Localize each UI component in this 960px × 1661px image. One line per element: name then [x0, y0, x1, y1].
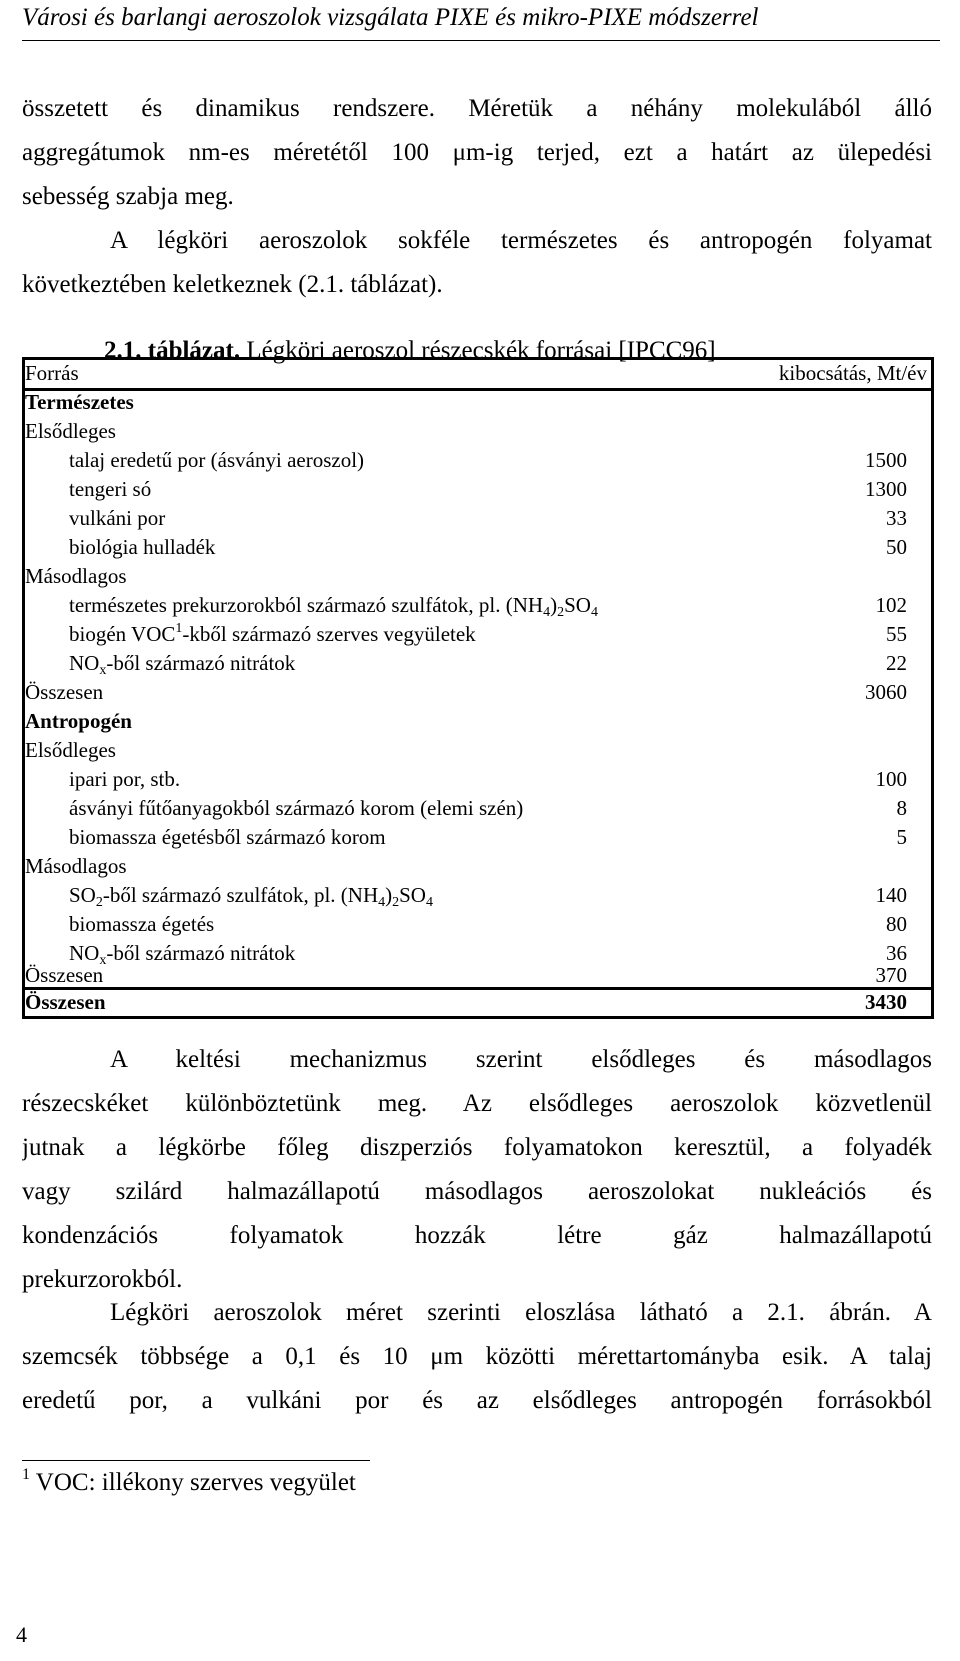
- text-line: eredetű por, a vulkáni por és az elsődleges antropogén forrásokból: [22, 1387, 932, 1414]
- label-part: biogén VOC: [69, 622, 176, 646]
- text-line: vagy szilárd halmazállapotú másodlagos aeroszolokat nukleációs és: [22, 1178, 932, 1205]
- table-row: [25, 419, 931, 448]
- table-row: [25, 738, 931, 767]
- table-row: [25, 651, 931, 680]
- subscript: 2: [557, 605, 565, 620]
- row-label: ásványi fűtőanyagokból származó korom (elemi szén): [69, 796, 524, 820]
- row-label: biomassza égetésből származó korom: [69, 825, 386, 849]
- table-row: [25, 709, 931, 738]
- row-label: [69, 883, 433, 908]
- table-caption-label: 2.1. táblázat.: [104, 337, 241, 364]
- footnote-number: 1: [22, 1466, 30, 1483]
- row-value: 80: [886, 912, 907, 936]
- text-line: aggregátumok nm-es méretétől 100 μm-ig terjed, ezt a határt az ülepedési: [22, 139, 932, 166]
- row-label: [69, 622, 476, 647]
- subscript: 2: [392, 895, 400, 910]
- text-line: A keltési mechanizmus szerint elsődleges és másodlagos: [110, 1046, 932, 1073]
- subscript: 4: [378, 895, 386, 910]
- row-label: Összesen: [25, 990, 106, 1014]
- row-label: Összesen: [25, 680, 104, 704]
- text-line: kondenzációs folyamatok hozzák létre gáz halmazállapotú: [22, 1222, 932, 1249]
- label-part: NO: [69, 651, 100, 675]
- table-row: [25, 477, 931, 506]
- row-label: tengeri só: [69, 477, 152, 501]
- header-source: Forrás: [25, 361, 79, 385]
- subscript: 2: [95, 895, 103, 910]
- label-part: -ből származó nitrátok: [106, 941, 296, 965]
- row-value: 8: [896, 796, 907, 820]
- row-label: vulkáni por: [69, 506, 166, 530]
- running-header: Városi és barlangi aeroszolok vizsgálata PIXE és mikro-PIXE módszerrel: [22, 4, 759, 31]
- text-line: prekurzorokból.: [22, 1266, 183, 1293]
- table-row-grand-total: [25, 987, 931, 1019]
- label-part: SO: [69, 883, 96, 907]
- page-number: 4: [16, 1622, 27, 1647]
- row-label: ipari por, stb.: [69, 767, 181, 791]
- text-line: jutnak a légkörbe főleg diszperziós folyamatokon keresztül, a folyadék: [22, 1134, 932, 1161]
- label-part: NO: [69, 941, 100, 965]
- row-value: 36: [886, 941, 907, 965]
- table-row: [25, 506, 931, 535]
- footnote-marker: 1: [175, 621, 183, 636]
- row-value: 370: [875, 963, 907, 987]
- row-value: 102: [875, 593, 907, 617]
- subscript: x: [99, 663, 107, 678]
- sources-table: [22, 357, 934, 1019]
- footnote-text: VOC: illékony szerves vegyület: [30, 1469, 356, 1496]
- footnote: [22, 1466, 356, 1497]
- table-row: [25, 883, 931, 912]
- label-part: -kből származó szerves vegyületek: [182, 622, 476, 646]
- subscript: x: [99, 953, 107, 968]
- label-part: ): [550, 593, 558, 617]
- subscript: 4: [543, 605, 551, 620]
- intro-paragraph: [22, 87, 932, 307]
- table-row: [25, 767, 931, 796]
- header-emission: kibocsátás, Mt/év: [778, 361, 927, 385]
- row-value: 22: [886, 651, 907, 675]
- row-label: [69, 651, 295, 676]
- label-part: természetes prekurzorokból származó szulfátok, pl. (NH: [69, 593, 544, 617]
- row-label: biomassza égetés: [69, 912, 215, 936]
- row-label: Másodlagos: [25, 564, 127, 588]
- table-row: [25, 564, 931, 593]
- table-header: [25, 360, 931, 391]
- label-part: SO: [399, 883, 426, 907]
- row-value: 100: [875, 767, 907, 791]
- table-row: [25, 825, 931, 854]
- header-rule: [22, 40, 940, 41]
- row-value: 3430: [865, 990, 907, 1014]
- label-part: -ből származó nitrátok: [106, 651, 296, 675]
- row-label: Természetes: [25, 390, 134, 414]
- table-caption-text: Légköri aeroszol részecskék forrásai [IPCC96]: [240, 337, 716, 364]
- body-paragraph-2: [22, 1291, 932, 1423]
- body-paragraph-1: [22, 1038, 932, 1302]
- text-line: sebesség szabja meg.: [22, 183, 234, 210]
- table-row: [25, 854, 931, 883]
- table-row: [25, 390, 931, 419]
- row-value: 140: [875, 883, 907, 907]
- row-value: 50: [886, 535, 907, 559]
- label-part: ): [385, 883, 393, 907]
- footnote-rule: [22, 1460, 370, 1461]
- text-line: Légköri aeroszolok méret szerinti eloszlása látható a 2.1. ábrán. A: [110, 1299, 932, 1326]
- table-row: [25, 622, 931, 651]
- row-label: Összesen: [25, 963, 104, 987]
- row-label: talaj eredetű por (ásványi aeroszol): [69, 448, 365, 472]
- row-label: Elsődleges: [25, 419, 116, 443]
- text-line: összetett és dinamikus rendszere. Méretük a néhány molekulából álló: [22, 95, 932, 122]
- table-row: [25, 535, 931, 564]
- row-label: Elsődleges: [25, 738, 116, 762]
- row-label: [69, 593, 598, 618]
- row-value: 1500: [865, 448, 907, 472]
- table-row: [25, 796, 931, 825]
- text-line: szemcsék többsége a 0,1 és 10 μm közötti mérettartományba esik. A talaj: [22, 1343, 932, 1370]
- row-value: 33: [886, 506, 907, 530]
- row-value: 55: [886, 622, 907, 646]
- row-value: 3060: [865, 680, 907, 704]
- text-line: következtében keletkeznek (2.1. táblázat).: [22, 271, 443, 298]
- table-row: [25, 593, 931, 622]
- row-value: 5: [896, 825, 907, 849]
- subscript: 4: [425, 895, 433, 910]
- subscript: 4: [590, 605, 598, 620]
- table-row: [25, 680, 931, 709]
- label-part: -ből származó szulfátok, pl. (NH: [102, 883, 379, 907]
- table-row: [25, 912, 931, 941]
- table-row: [25, 448, 931, 477]
- row-label: Másodlagos: [25, 854, 127, 878]
- row-value: 1300: [865, 477, 907, 501]
- text-line: A légköri aeroszolok sokféle természetes és antropogén folyamat: [110, 227, 932, 254]
- label-part: SO: [564, 593, 591, 617]
- row-label: biológia hulladék: [69, 535, 216, 559]
- text-line: részecskéket különböztetünk meg. Az elsődleges aeroszolok közvetlenül: [22, 1090, 932, 1117]
- row-label: Antropogén: [25, 709, 132, 733]
